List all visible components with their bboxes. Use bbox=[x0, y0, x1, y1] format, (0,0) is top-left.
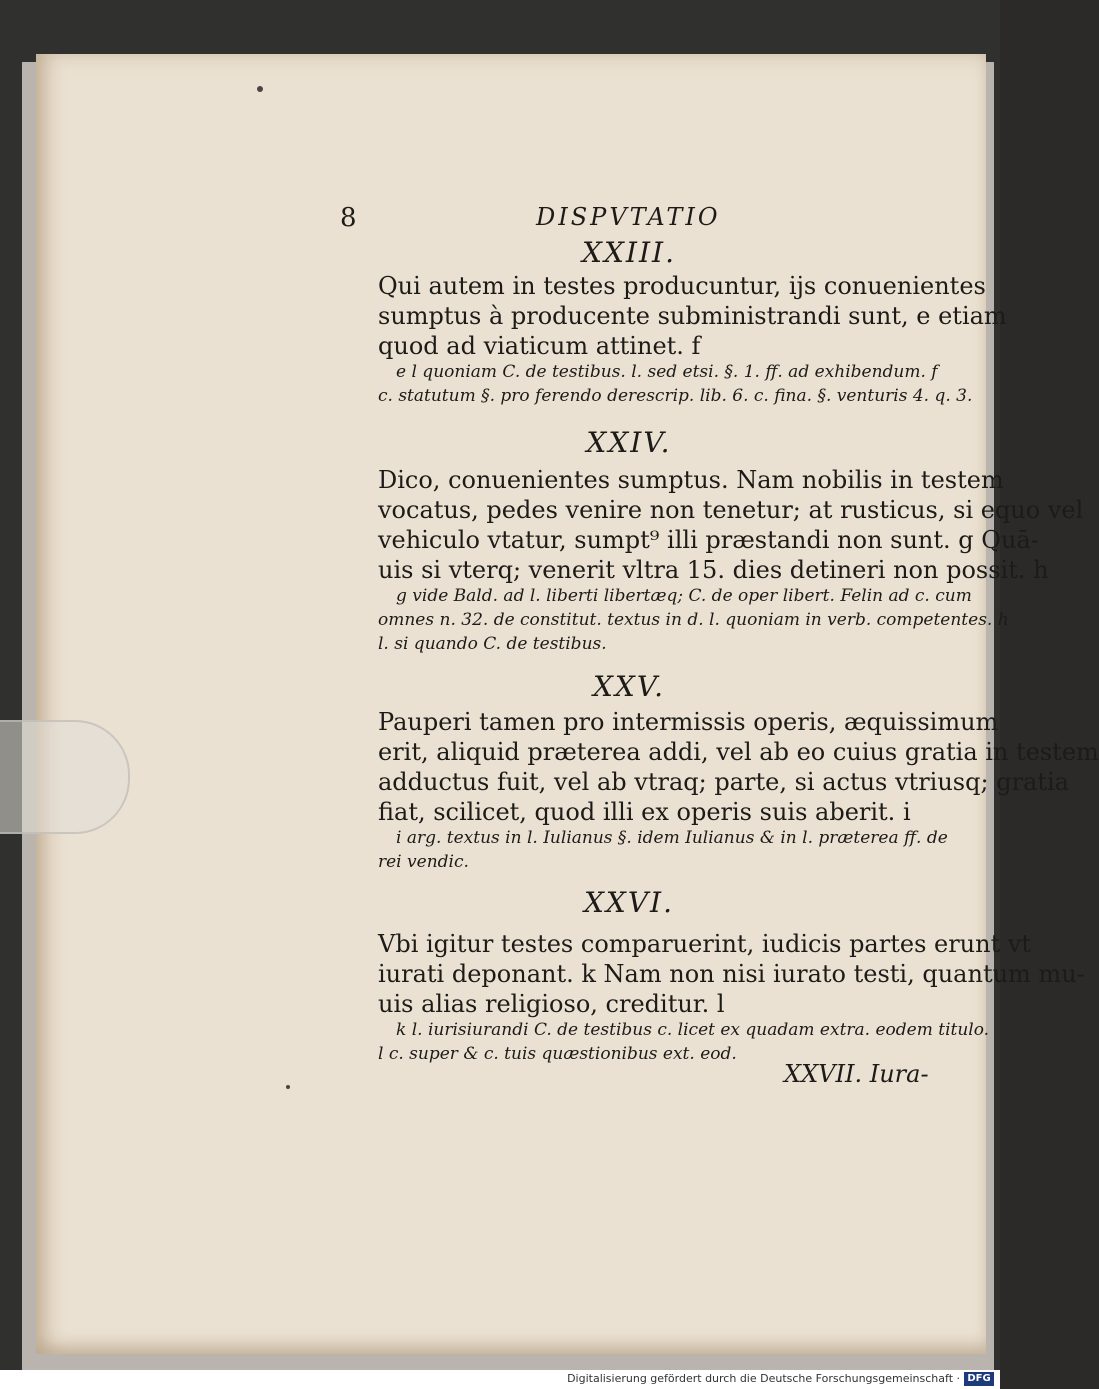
body-line: vehiculo vtatur, sumpt⁹ illi præstandi non sunt. g Quā- bbox=[378, 526, 1039, 554]
dfg-logo: DFG bbox=[964, 1372, 994, 1386]
footer-bar bbox=[0, 1370, 1000, 1389]
footnote-line: e l quoniam C. de testibus. l. sed etsi. §. 1. ff. ad exhibendum. f bbox=[396, 362, 938, 382]
footnote-line: k l. iurisiurandi C. de testibus c. licet ex quadam extra. eodem titulo. bbox=[396, 1020, 990, 1040]
catchword: XXVII. Iura- bbox=[784, 1060, 929, 1088]
section-heading: XXVI. bbox=[583, 886, 675, 919]
footnote-line: g vide Bald. ad l. liberti libertæq; C. de oper libert. Felin ad c. cum bbox=[396, 586, 972, 606]
body-line: uis alias religioso, creditur. l bbox=[378, 990, 725, 1018]
footnote-line: i arg. textus in l. Iulianus §. idem Iulianus & in l. præterea ff. de bbox=[396, 828, 948, 848]
section-heading: XXV. bbox=[592, 670, 666, 703]
body-line: vocatus, pedes venire non tenetur; at rusticus, si equo vel bbox=[378, 496, 1084, 524]
body-line: fiat, scilicet, quod illi ex operis suis aberit. i bbox=[378, 798, 911, 826]
body-line: Dico, conuenientes sumptus. Nam nobilis in testem bbox=[378, 466, 1004, 494]
running-title: DISPVTATIO bbox=[536, 203, 721, 231]
footer-credit: Digitalisierung gefördert durch die Deutsche Forschungsgemeinschaft · bbox=[567, 1372, 960, 1385]
footnote-line: c. statutum §. pro ferendo derescrip. lib. 6. c. fina. §. venturis 4. q. 3. bbox=[378, 386, 973, 406]
section-heading: XXIV. bbox=[586, 426, 672, 459]
page-number: 8 bbox=[340, 203, 357, 233]
footnote-line: l. si quando C. de testibus. bbox=[378, 634, 607, 654]
footnote-line: rei vendic. bbox=[378, 852, 469, 872]
footnote-line: omnes n. 32. de constitut. textus in d. l. quoniam in verb. competentes. h bbox=[378, 610, 1009, 630]
body-line: iurati deponant. k Nam non nisi iurato testi, quantum mu- bbox=[378, 960, 1085, 988]
body-line: Qui autem in testes producuntur, ijs conuenientes bbox=[378, 272, 986, 300]
body-line: quod ad viaticum attinet. f bbox=[378, 332, 701, 360]
body-line: Pauperi tamen pro intermissis operis, æquissimum bbox=[378, 708, 999, 736]
body-line: sumptus à producente subministrandi sunt, e etiam bbox=[378, 302, 1007, 330]
section-heading: XXIII. bbox=[582, 236, 676, 269]
body-line: Vbi igitur testes comparuerint, iudicis partes erunt vt bbox=[378, 930, 1032, 958]
body-line: adductus fuit, vel ab vtraq; parte, si actus vtriusq; gratia bbox=[378, 768, 1069, 796]
footnote-line: l c. super & c. tuis quæstionibus ext. eod. bbox=[378, 1044, 737, 1064]
body-line: uis si vterq; venerit vltra 15. dies detineri non possit. h bbox=[378, 556, 1049, 584]
body-line: erit, aliquid præterea addi, vel ab eo cuius gratia in testem bbox=[378, 738, 1099, 766]
